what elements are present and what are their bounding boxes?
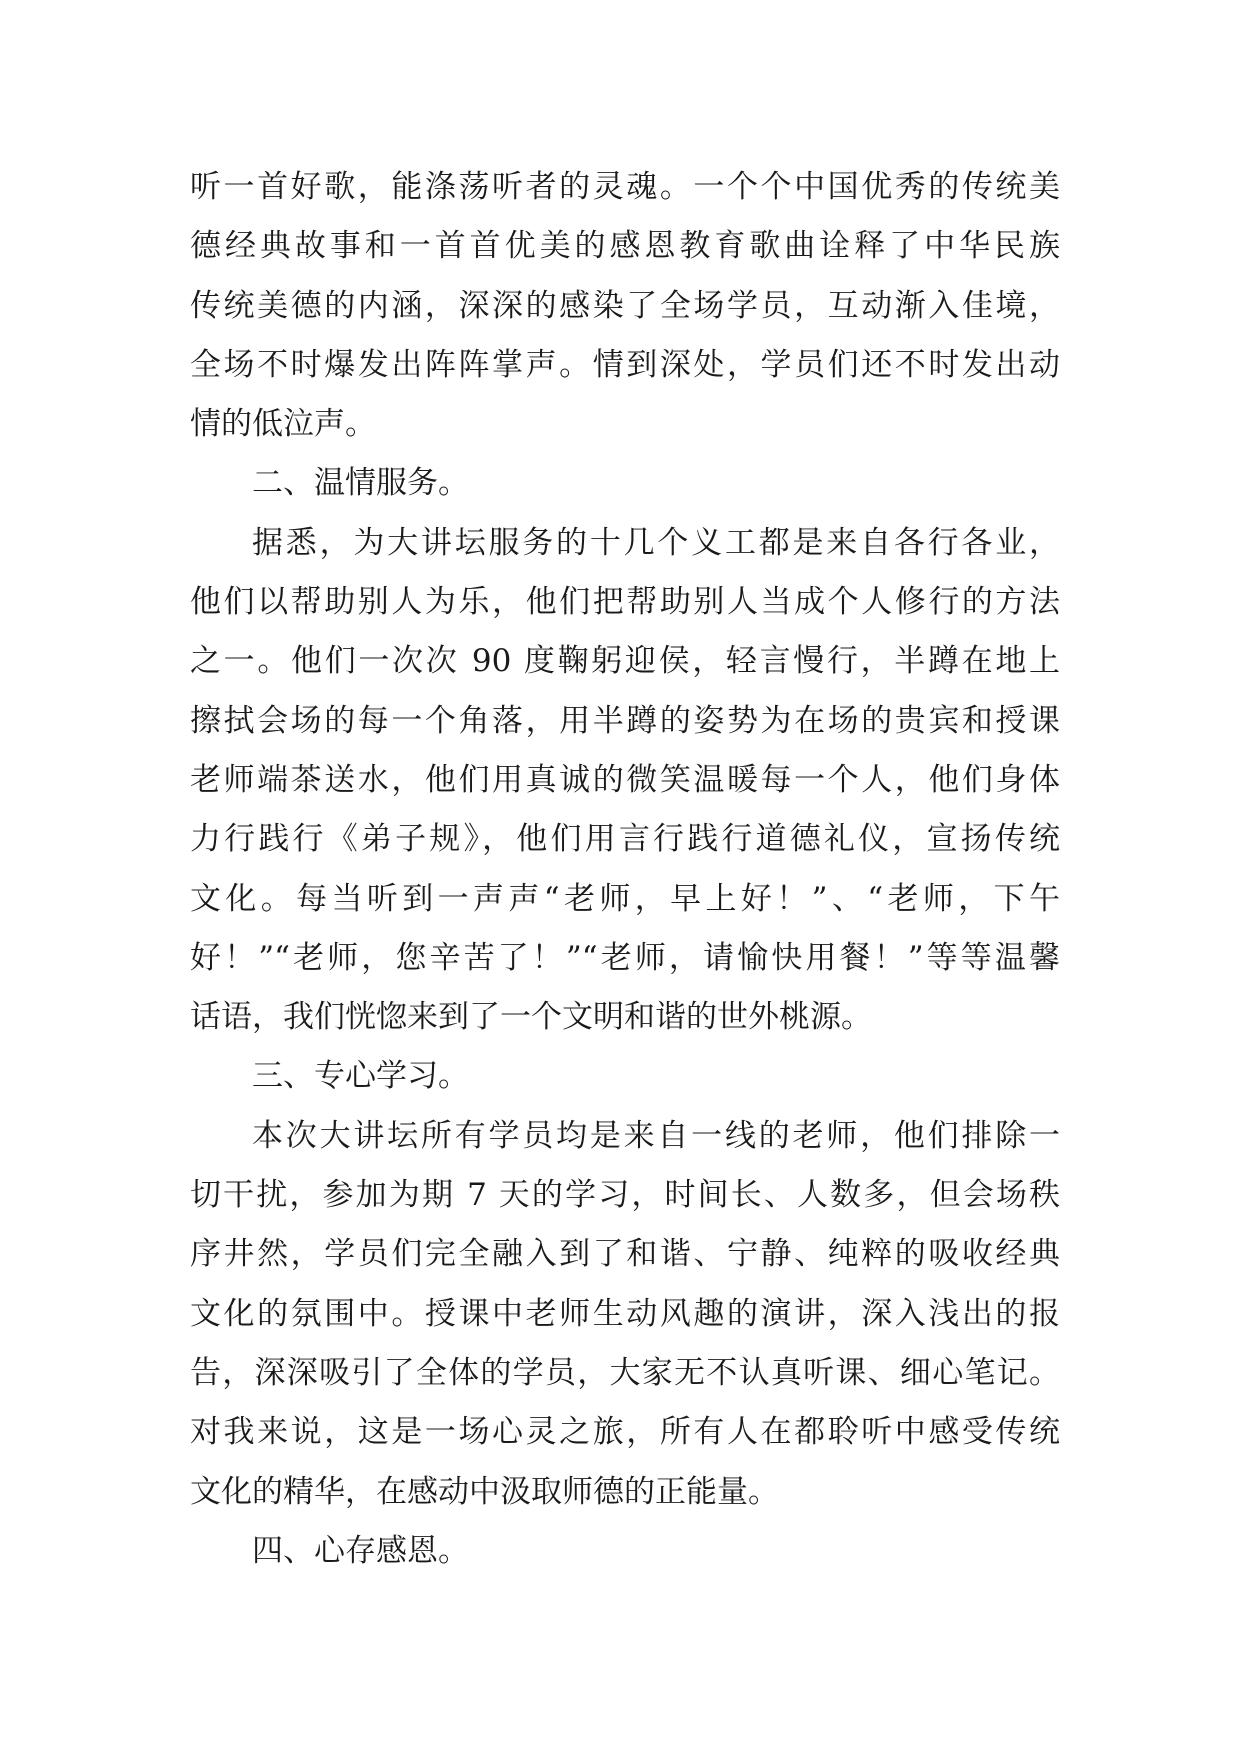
- text-line: 切干扰，参加为期 7 天的学习，时间长、人数多，但会场秩: [190, 1177, 1060, 1214]
- text-line: 本次大讲坛所有学员均是来自一线的老师，他们排除一: [252, 1117, 1060, 1154]
- text-line: 好！”“老师，您辛苦了！”“老师，请愉快用餐！”等等温馨: [190, 939, 1060, 976]
- text-line: 力行践行《弟子规》，他们用言行践行道德礼仪，宣扬传统: [190, 821, 1060, 858]
- text-line: 文化的精华，在感动中汲取师德的正能量。: [190, 1473, 779, 1510]
- text-line: 听一首好歌，能涤荡听者的灵魂。一个个中国优秀的传统美: [190, 169, 1060, 205]
- section-heading: 四、心存感恩。: [252, 1532, 469, 1569]
- text-line: 德经典故事和一首首优美的感恩教育歌曲诠释了中华民族: [190, 228, 1060, 265]
- section-heading: 二、温情服务。: [252, 465, 469, 502]
- document-body: [190, 158, 1060, 1581]
- text-line: 擦拭会场的每一个角落，用半蹲的姿势为在场的贵宾和授课: [190, 702, 1060, 739]
- text-line: 传统美德的内涵，深深的感染了全场学员，互动渐入佳境，: [190, 287, 1060, 324]
- text-line: 文化。每当听到一声声“老师，早上好！”、“老师，下午: [190, 880, 1060, 917]
- text-line: 他们以帮助别人为乐，他们把帮助别人当成个人修行的方法: [190, 584, 1060, 621]
- text-line: 话语，我们恍惚来到了一个文明和谐的世外桃源。: [190, 999, 872, 1036]
- text-line: 告，深深吸引了全体的学员，大家无不认真听课、细心笔记。: [190, 1354, 1060, 1391]
- text-line: 之一。他们一次次 90 度鞠躬迎侯，轻言慢行，半蹲在地上: [190, 643, 1060, 680]
- text-line: 全场不时爆发出阵阵掌声。情到深处，学员们还不时发出动: [190, 346, 1060, 383]
- text-line: 老师端茶送水，他们用真诚的微笑温暖每一个人，他们身体: [190, 761, 1060, 798]
- text-line: 据悉，为大讲坛服务的十几个义工都是来自各行各业，: [252, 524, 1060, 561]
- text-line: 对我来说，这是一场心灵之旅，所有人在都聆听中感受传统: [190, 1414, 1060, 1451]
- text-line: 文化的氛围中。授课中老师生动风趣的演讲，深入浅出的报: [190, 1295, 1060, 1332]
- text-line: 序井然，学员们完全融入到了和谐、宁静、纯粹的吸收经典: [190, 1236, 1060, 1273]
- text-line: 情的低泣声。: [190, 406, 376, 443]
- section-heading: 三、专心学习。: [252, 1058, 469, 1095]
